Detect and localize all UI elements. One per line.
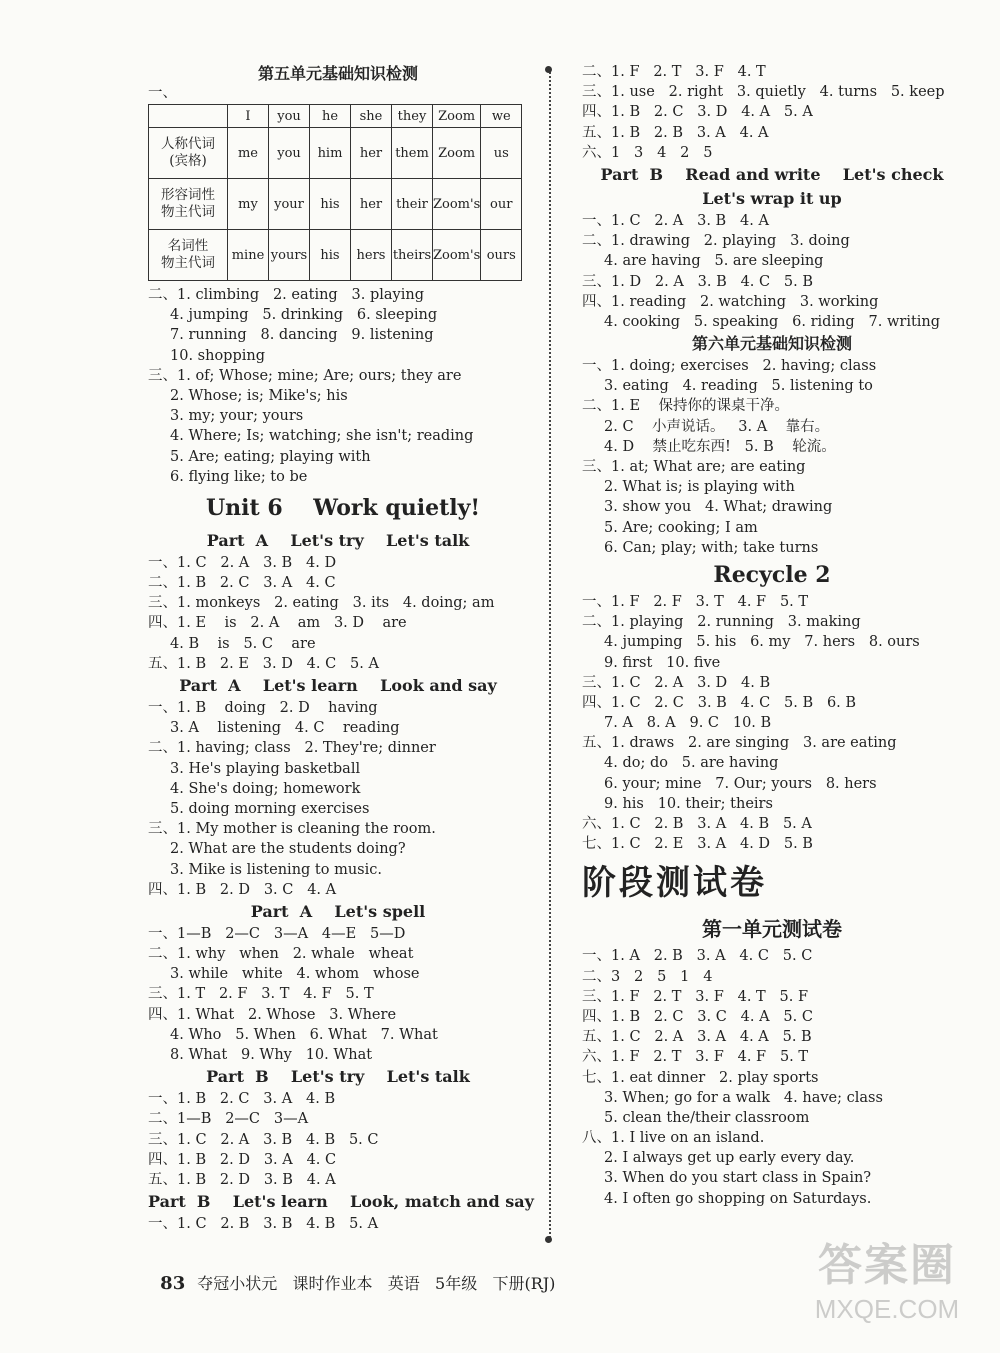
- part-heading: Let's wrap it up: [702, 188, 842, 208]
- table-header-cell: we: [481, 105, 522, 128]
- part-heading: Part B Read and write Let's check: [600, 164, 944, 184]
- table-cell: theirs: [392, 230, 433, 281]
- left-column: [148, 62, 534, 1234]
- table-cell: yours: [269, 230, 310, 281]
- answer-line: 七、1. eat dinner 2. play sports: [582, 1069, 819, 1086]
- answer-line: 4. cooking 5. speaking 6. riding 7. writing: [604, 313, 941, 330]
- answer-line: 五、1. B 2. E 3. D 4. C 5. A: [148, 655, 379, 672]
- table-cell: his: [310, 230, 351, 281]
- answer-line: 三、1. monkeys 2. eating 3. its 4. doing; am: [148, 595, 495, 612]
- answer-line: 一、1—B 2—C 3—A 4—E 5—D: [148, 925, 406, 942]
- table-cell: hers: [351, 230, 392, 281]
- table-cell: them: [392, 128, 433, 179]
- answer-line: 4. B is 5. C are: [170, 635, 316, 652]
- answer-line: 6. your; mine 7. Our; yours 8. hers: [604, 775, 877, 792]
- table-header-cell: I: [228, 105, 269, 128]
- answer-line: 3. eating 4. reading 5. listening to: [604, 378, 873, 395]
- answer-line: 一、1. B doing 2. D having: [148, 700, 378, 716]
- answer-line: 三、1. of; Whose; mine; Are; ours; they are: [148, 367, 462, 384]
- answer-line: 3. Mike is listening to music.: [170, 861, 382, 878]
- pronoun-table: [148, 104, 522, 281]
- answer-line: 一、1. F 2. F 3. T 4. F 5. T: [582, 593, 809, 610]
- answer-line: 4. are having 5. are sleeping: [604, 253, 824, 270]
- answers-block: [582, 211, 962, 332]
- answer-line: 3. show you 4. What; drawing: [604, 499, 833, 516]
- answer-line: 四、1. B 2. C 3. C 4. A 5. C: [582, 1008, 813, 1025]
- answer-line: 三、1. C 2. A 3. B 4. B 5. C: [148, 1131, 379, 1148]
- answer-line: 一、1. A 2. B 3. A 4. C 5. C: [582, 948, 813, 965]
- answer-line: 三、1. F 2. T 3. F 4. T 5. F: [582, 988, 809, 1005]
- answer-line: 6. flying like; to be: [170, 468, 308, 485]
- answer-line: 三、1. T 2. F 3. T 4. F 5. T: [148, 986, 374, 1003]
- table-cell: her: [351, 179, 392, 230]
- answer-line: 二、1—B 2—C 3—A: [148, 1111, 309, 1128]
- table-cell: him: [310, 128, 351, 179]
- table-cell: ours: [481, 230, 522, 281]
- table-cell: mine: [228, 230, 269, 281]
- column-divider: [549, 72, 551, 1242]
- recycle-title: Recycle 2: [713, 561, 831, 588]
- unit6-heading: 第六单元基础知识检测: [691, 334, 852, 354]
- answer-line: 七、1. C 2. E 3. A 4. D 5. B: [582, 836, 813, 853]
- answer-line: 五、1. draws 2. are singing 3. are eating: [582, 735, 897, 752]
- page-footer: [150, 1245, 556, 1294]
- answer-line: 4. Who 5. When 6. What 7. What: [170, 1026, 438, 1043]
- answer-line: 二、1. climbing 2. eating 3. playing: [148, 287, 424, 303]
- answer-line: 一、1. B 2. C 3. A 4. B: [148, 1091, 336, 1108]
- answer-line: 3. while white 4. whom whose: [170, 966, 420, 983]
- answer-line: 四、1. B 2. D 3. C 4. A: [148, 881, 337, 898]
- answer-line: 2. I always get up early every day.: [604, 1150, 855, 1167]
- table-header-cell: he: [310, 105, 351, 128]
- answer-line: 4. D 禁止吃东西! 5. B 轮流。: [604, 438, 836, 455]
- table-cell: my: [228, 179, 269, 230]
- table-cell: our: [481, 179, 522, 230]
- answer-line: 一、1. C 2. A 3. B 4. A: [582, 212, 769, 229]
- answer-line: 5. Are; cooking; I am: [604, 519, 758, 536]
- answer-line: 2. Whose; is; Mike's; his: [170, 387, 348, 404]
- answer-line: 3. When do you start class in Spain?: [604, 1170, 872, 1187]
- stage-test-heading: 阶段测试卷: [582, 863, 767, 904]
- divider-dot: [545, 1236, 552, 1243]
- answer-line: 三、1. at; What are; are eating: [582, 459, 806, 475]
- table-cell: me: [228, 128, 269, 179]
- answer-line: 一、1. doing; exercises 2. having; class: [582, 358, 877, 375]
- table-cell: us: [481, 128, 522, 179]
- answer-line: 五、1. B 2. D 3. B 4. A: [148, 1171, 336, 1188]
- answer-line: 二、1. playing 2. running 3. making: [582, 614, 861, 631]
- answers-block: [148, 924, 528, 1065]
- answer-line: 7. A 8. A 9. C 10. B: [604, 715, 772, 732]
- row-label: 形容词性 物主代词: [149, 179, 228, 230]
- answer-line: 三、1. C 2. A 3. D 4. B: [582, 674, 771, 691]
- answers-block: [148, 698, 528, 900]
- answer-line: 五、1. C 2. A 3. A 4. A 5. B: [582, 1029, 812, 1046]
- answer-line: 3. When; go for a walk 4. have; class: [604, 1089, 883, 1106]
- table-header-cell: you: [269, 105, 310, 128]
- unit5-answers: [148, 285, 528, 487]
- answer-line: 4. Where; Is; watching; she isn't; reading: [170, 428, 474, 445]
- answer-line: 5. Are; eating; playing with: [170, 448, 371, 465]
- table-cell: her: [351, 128, 392, 179]
- answer-line: 四、1. B 2. C 3. D 4. A 5. A: [582, 104, 813, 121]
- answer-line: 3. He's playing basketball: [170, 760, 361, 777]
- answer-line: 5. clean the/their classroom: [604, 1109, 810, 1126]
- answer-line: 二、1. E 保持你的课桌干净。: [582, 398, 789, 415]
- answers-block: [582, 592, 962, 854]
- answer-line: 二、1. F 2. T 3. F 4. T: [582, 64, 766, 80]
- answer-line: 六、1 3 4 2 5: [582, 144, 713, 161]
- answers-block: [148, 553, 528, 674]
- answer-line: 四、1. C 2. C 3. B 4. C 5. B 6. B: [582, 694, 857, 711]
- table-cell: Zoom: [433, 128, 481, 179]
- answer-line: 八、1. I live on an island.: [582, 1130, 765, 1147]
- answer-line: 一、1. C 2. A 3. B 4. D: [148, 554, 337, 571]
- answers-block: [582, 356, 962, 558]
- watermark-url: MXQE.COM: [814, 1294, 960, 1324]
- answer-line: 2. What are the students doing?: [170, 841, 406, 858]
- table-cell: your: [269, 179, 310, 230]
- answer-line: 4. jumping 5. his 6. my 7. hers 8. ours: [604, 634, 920, 651]
- table-row: [149, 179, 522, 230]
- page-number: 83: [160, 1273, 186, 1294]
- answer-line: 10. shopping: [170, 347, 266, 364]
- answer-line: 9. his 10. their; theirs: [604, 795, 773, 812]
- answer-line: 9. first 10. five: [604, 654, 721, 671]
- answers-block: [582, 62, 962, 163]
- answer-line: 4. I often go shopping on Saturdays.: [604, 1190, 872, 1207]
- answer-line: 2. What is; is playing with: [604, 479, 795, 496]
- table-cell: their: [392, 179, 433, 230]
- book-title: 夺冠小状元 课时作业本 英语 5年级 下册(RJ): [197, 1274, 556, 1293]
- answer-line: 4. She's doing; homework: [170, 780, 361, 797]
- table-header-cell: they: [392, 105, 433, 128]
- right-column: [582, 62, 962, 1209]
- watermark-text: 答案圈: [818, 1240, 956, 1291]
- part-heading: Part B Let's learn Look, match and say: [148, 1192, 534, 1212]
- unit1-test-heading: 第一单元测试卷: [702, 917, 842, 942]
- unit6-title: Unit 6 Work quietly!: [206, 494, 481, 521]
- answer-line: 一、1. C 2. B 3. B 4. B 5. A: [148, 1216, 379, 1233]
- table-cell: Zoom's: [433, 230, 481, 281]
- answer-line: 六、1. F 2. T 3. F 4. F 5. T: [582, 1049, 809, 1066]
- table-cell: you: [269, 128, 310, 179]
- table-row: [149, 230, 522, 281]
- answer-line: 四、1. What 2. Whose 3. Where: [148, 1006, 397, 1023]
- row-label: 名词性 物主代词: [149, 230, 228, 281]
- answer-line: 8. What 9. Why 10. What: [170, 1047, 373, 1063]
- part-heading: Part A Let's try Let's talk: [206, 530, 470, 550]
- answer-line: 2. C 小声说话。 3. A 靠右。: [604, 418, 830, 435]
- answer-line: 二、1. drawing 2. playing 3. doing: [582, 233, 850, 250]
- table-cell: Zoom's: [433, 179, 481, 230]
- table-header-cell: [149, 105, 228, 128]
- answer-line: 二、1. B 2. C 3. A 4. C: [148, 575, 336, 592]
- table-header-cell: she: [351, 105, 392, 128]
- answer-line: 三、1. use 2. right 3. quietly 4. turns 5. keep: [582, 84, 945, 101]
- table-header-cell: Zoom: [433, 105, 481, 128]
- answer-line: 4. do; do 5. are having: [604, 755, 779, 772]
- answer-line: 二、1. why when 2. whale wheat: [148, 946, 414, 963]
- part-heading: Part A Let's learn Look and say: [179, 676, 497, 695]
- answer-line: 5. doing morning exercises: [170, 800, 370, 817]
- table-row: [149, 128, 522, 179]
- answers-block: [582, 946, 962, 1208]
- answers-block: [148, 1089, 528, 1190]
- answer-line: 3. my; your; yours: [170, 408, 304, 425]
- unit5-heading: 第五单元基础知识检测: [257, 64, 418, 83]
- answer-line: 四、1. B 2. D 3. A 4. C: [148, 1151, 337, 1168]
- answer-line: 六、1. C 2. B 3. A 4. B 5. A: [582, 816, 812, 832]
- divider-dot: [545, 66, 552, 73]
- answer-line: 四、1. reading 2. watching 3. working: [582, 293, 879, 310]
- answer-line: 3. A listening 4. C reading: [170, 720, 400, 737]
- row-label: 人称代词 (宾格): [149, 128, 228, 179]
- answer-line: 五、1. B 2. B 3. A 4. A: [582, 124, 769, 141]
- part-heading: Part A Let's spell: [250, 901, 426, 921]
- table-label: 一、: [148, 85, 177, 101]
- answer-line: 二、3 2 5 1 4: [582, 968, 713, 985]
- table-header-row: [149, 105, 522, 128]
- answer-line: 7. running 8. dancing 9. listening: [170, 327, 434, 344]
- watermark-logo: [802, 1238, 972, 1333]
- table-cell: his: [310, 179, 351, 230]
- answer-line: 4. jumping 5. drinking 6. sleeping: [170, 307, 438, 324]
- answer-line: 三、1. My mother is cleaning the room.: [148, 821, 436, 838]
- part-heading: Part B Let's try Let's talk: [206, 1067, 470, 1087]
- answer-line: 三、1. D 2. A 3. B 4. C 5. B: [582, 273, 814, 290]
- answer-line: 四、1. E is 2. A am 3. D are: [148, 615, 407, 632]
- answer-line: 6. Can; play; with; take turns: [604, 539, 819, 556]
- answer-line: 二、1. having; class 2. They're; dinner: [148, 740, 436, 757]
